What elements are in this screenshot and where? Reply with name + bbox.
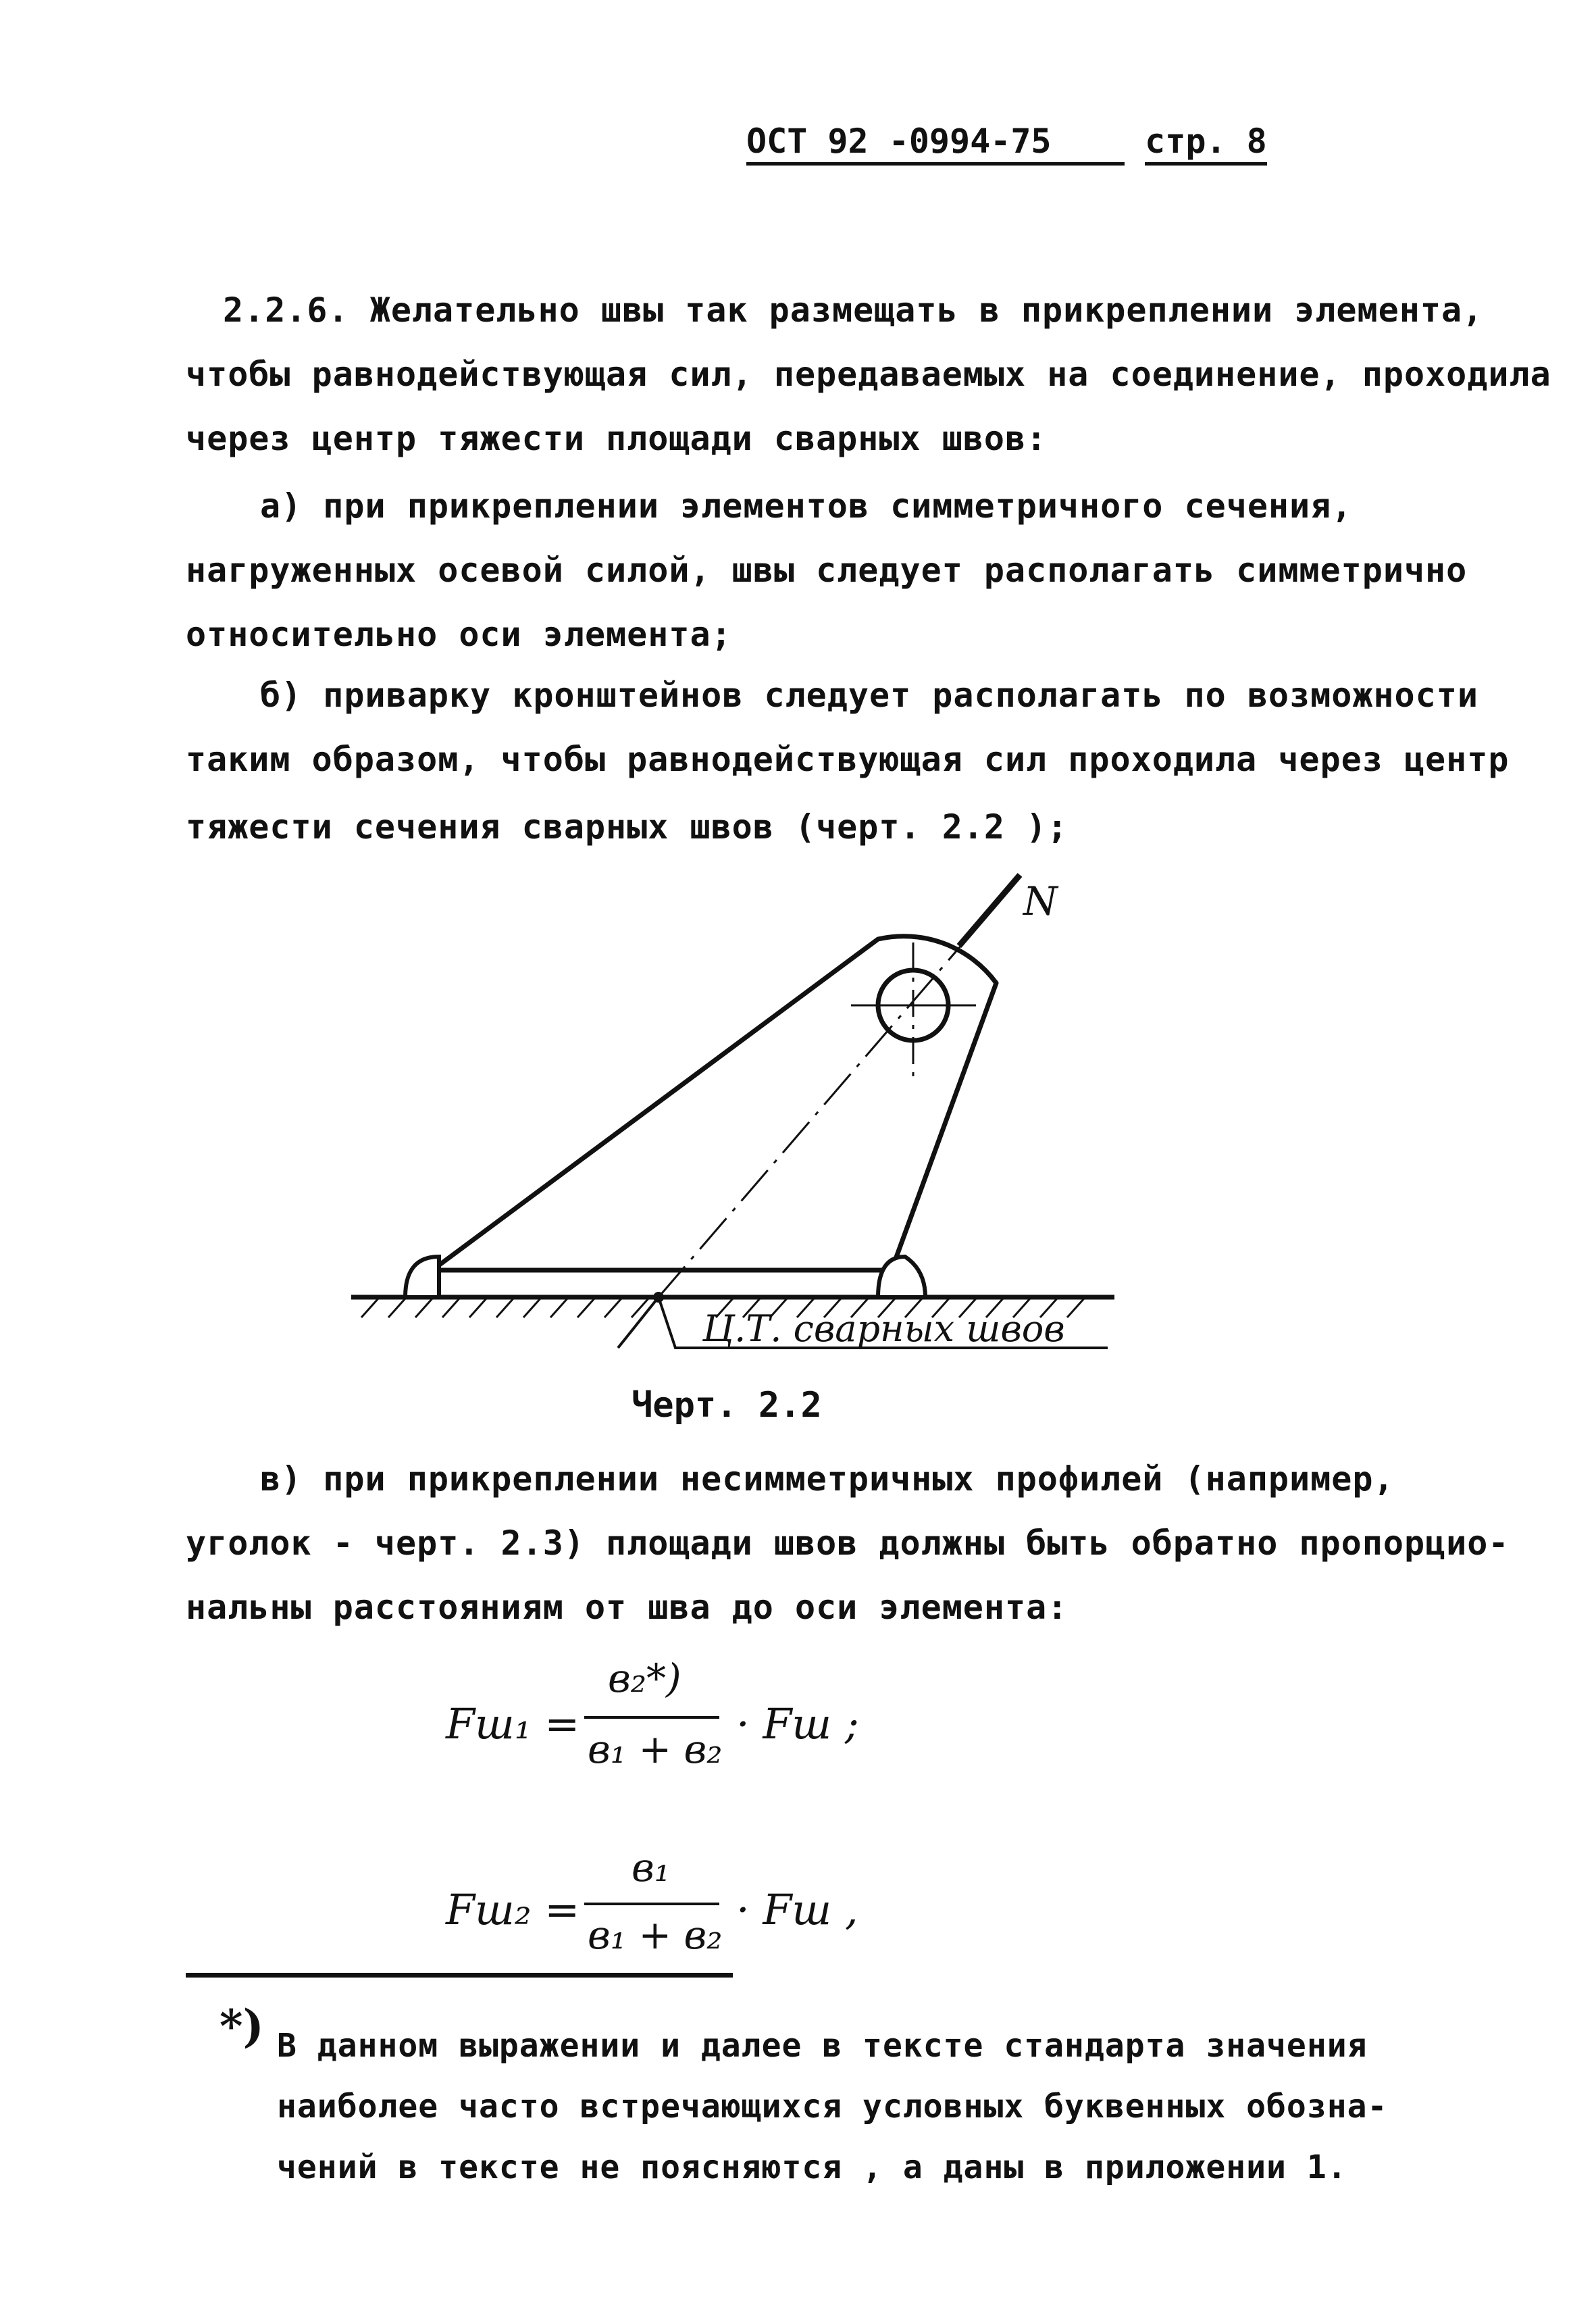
force-label: N	[1023, 878, 1058, 924]
formula-1-rhs: · Fш ;	[736, 1699, 859, 1749]
formula-1-lhs: Fш₁ =	[446, 1699, 580, 1749]
item-v-line-1: в) при прикреплении несимметричных профилей (например,	[260, 1459, 1395, 1499]
formula-2-denominator: в₁ + в₂	[588, 1912, 723, 1958]
formula-1-denominator: в₁ + в₂	[588, 1726, 723, 1772]
footnote-line-3: чений в тексте не поясняются , а даны в приложении 1.	[277, 2148, 1347, 2186]
clause-line-3: через центр тяжести площади сварных швов:	[186, 419, 1048, 458]
item-v-line-2: уголок - черт. 2.3) площади швов должны быть обратно пропорцио-	[186, 1524, 1510, 1563]
formula-2-numerator: в₁	[632, 1844, 671, 1890]
footnote-line-2: наиболее часто встречающихся условных буквенных обозна-	[277, 2088, 1388, 2126]
document-code: ОСТ 92 -0994-75	[746, 122, 1125, 166]
item-a-line-2: нагруженных осевой силой, швы следует располагать симметрично	[186, 551, 1468, 590]
cg-label: Ц.Т. сварных швов	[702, 1307, 1065, 1350]
clause-line-2: чтобы равнодействующая сил, передаваемых на соединение, проходила	[186, 355, 1551, 394]
footnote-rule	[186, 1973, 733, 1978]
item-b-line-1: б) приварку кронштейнов следует располагать по возможности	[260, 676, 1478, 715]
figure-caption: Черт. 2.2	[632, 1385, 822, 1426]
formula-2-rhs: · Fш ,	[736, 1885, 858, 1934]
footnote-marker: *)	[220, 2000, 264, 2053]
item-a-line-1: а) при прикреплении элементов симметричного сечения,	[260, 486, 1353, 526]
footnote-line-1: В данном выражении и далее в тексте стандарта значения	[277, 2027, 1368, 2065]
item-b-line-3: тяжести сечения сварных швов (черт. 2.2 );	[186, 807, 1069, 847]
formula-2-lhs: Fш₂ =	[446, 1885, 580, 1934]
clause-line-1: 2.2.6. Желательно швы так размещать в прикреплении элемента,	[223, 291, 1484, 330]
page-number: стр. 8	[1145, 122, 1267, 166]
item-b-line-2: таким образом, чтобы равнодействующая сил проходила через центр	[186, 740, 1510, 779]
formula-1-numerator: в₂*)	[608, 1655, 681, 1701]
item-a-line-3: относительно оси элемента;	[186, 615, 732, 654]
item-v-line-3: нальны расстояниям от шва до оси элемента:	[186, 1588, 1069, 1627]
